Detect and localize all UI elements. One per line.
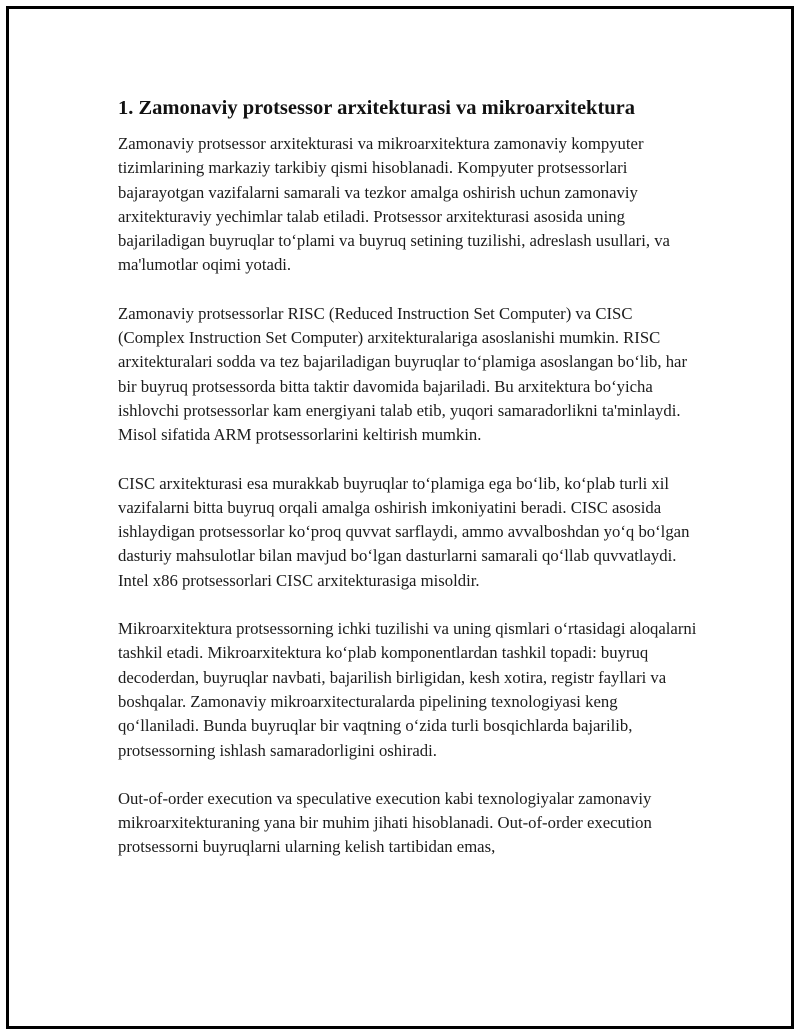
paragraph-intro: Zamonaviy protsessor arxitekturasi va mikroarxitektura zamonaviy kompyuter tizimlarining markaziy tarkibiy qismi hisoblanadi. Kompyuter protsessorlari bajarayotgan vazifalarni samarali va tezkor amalga oshirish uchun zamonaviy arxitekturaviy yechimlar talab etiladi. Protsessor arxitekturasi asosida uning bajariladigan buyruqlar to‘plami va buyruq setining tuzilishi, adreslash usullari, va ma'lumotlar oqimi yotadi. bbox=[118, 134, 670, 275]
paragraph-microarchitecture: Mikroarxitektura protsessorning ichki tuzilishi va uning qismlari o‘rtasidagi aloqalarni tashkil etadi. Mikroarxitektura ko‘plab komponentlardan tashkil topadi: buyruq decoderdan, buyruqlar navbati, bajarilish birligidan, kesh xotira, registr fayllari va boshqalar. Zamonaviy mikroarxitecturalarda pipelining texnologiyasi keng qo‘llaniladi. Bunda buyruqlar bir vaqtning o‘zida turli bosqichlarda bajarilib, protsessorning ishlash samaradorligini oshiradi. bbox=[118, 619, 697, 760]
section-heading: 1. Zamonaviy protsessor arxitekturasi va mikroarxitektura bbox=[118, 97, 636, 119]
paragraph-out-of-order: Out-of-order execution va speculative execution kabi texnologiyalar zamonaviy mikroarxitekturaning yana bir muhim jihati hisoblanadi. Out-of-order execution protsessorni buyruqlarni ularning kelish tartibidan emas, bbox=[118, 788, 652, 857]
paragraph-risc-cisc: Zamonaviy protsessorlar RISC (Reduced Instruction Set Computer) va CISC (Complex Instruction Set Computer) arxitekturalariga asoslanishi mumkin. RISC arxitekturalari sodda va tez bajariladigan buyruqlar to‘plamiga asoslangan bo‘lib, har bir buyruq protsessorda bitta taktir davomida bajariladi. Bu arxitektura bo‘yicha ishlovchi protsessorlar kam energiyani talab etib, yuqori samaradorlikni ta'minlaydi. Misol sifatida ARM protsessorlarini keltirish mumkin. bbox=[118, 303, 688, 445]
document-body bbox=[118, 94, 698, 884]
paragraph-cisc: CISC arxitekturasi esa murakkab buyruqlar to‘plamiga ega bo‘lib, ko‘plab turli xil vazifalarni bitta buyruq orqali amalga oshirish imkoniyatini beradi. CISC asosida ishlaydigan protsessorlar ko‘proq quvvat sarflaydi, ammo avvalboshdan yo‘q bo‘lgan dasturiy mahsulotlar bilan mavjud bo‘lgan dasturlarni samarali qo‘llab quvvatlaydi. Intel x86 protsessorlari CISC arxitekturasiga misoldir. bbox=[118, 473, 690, 590]
